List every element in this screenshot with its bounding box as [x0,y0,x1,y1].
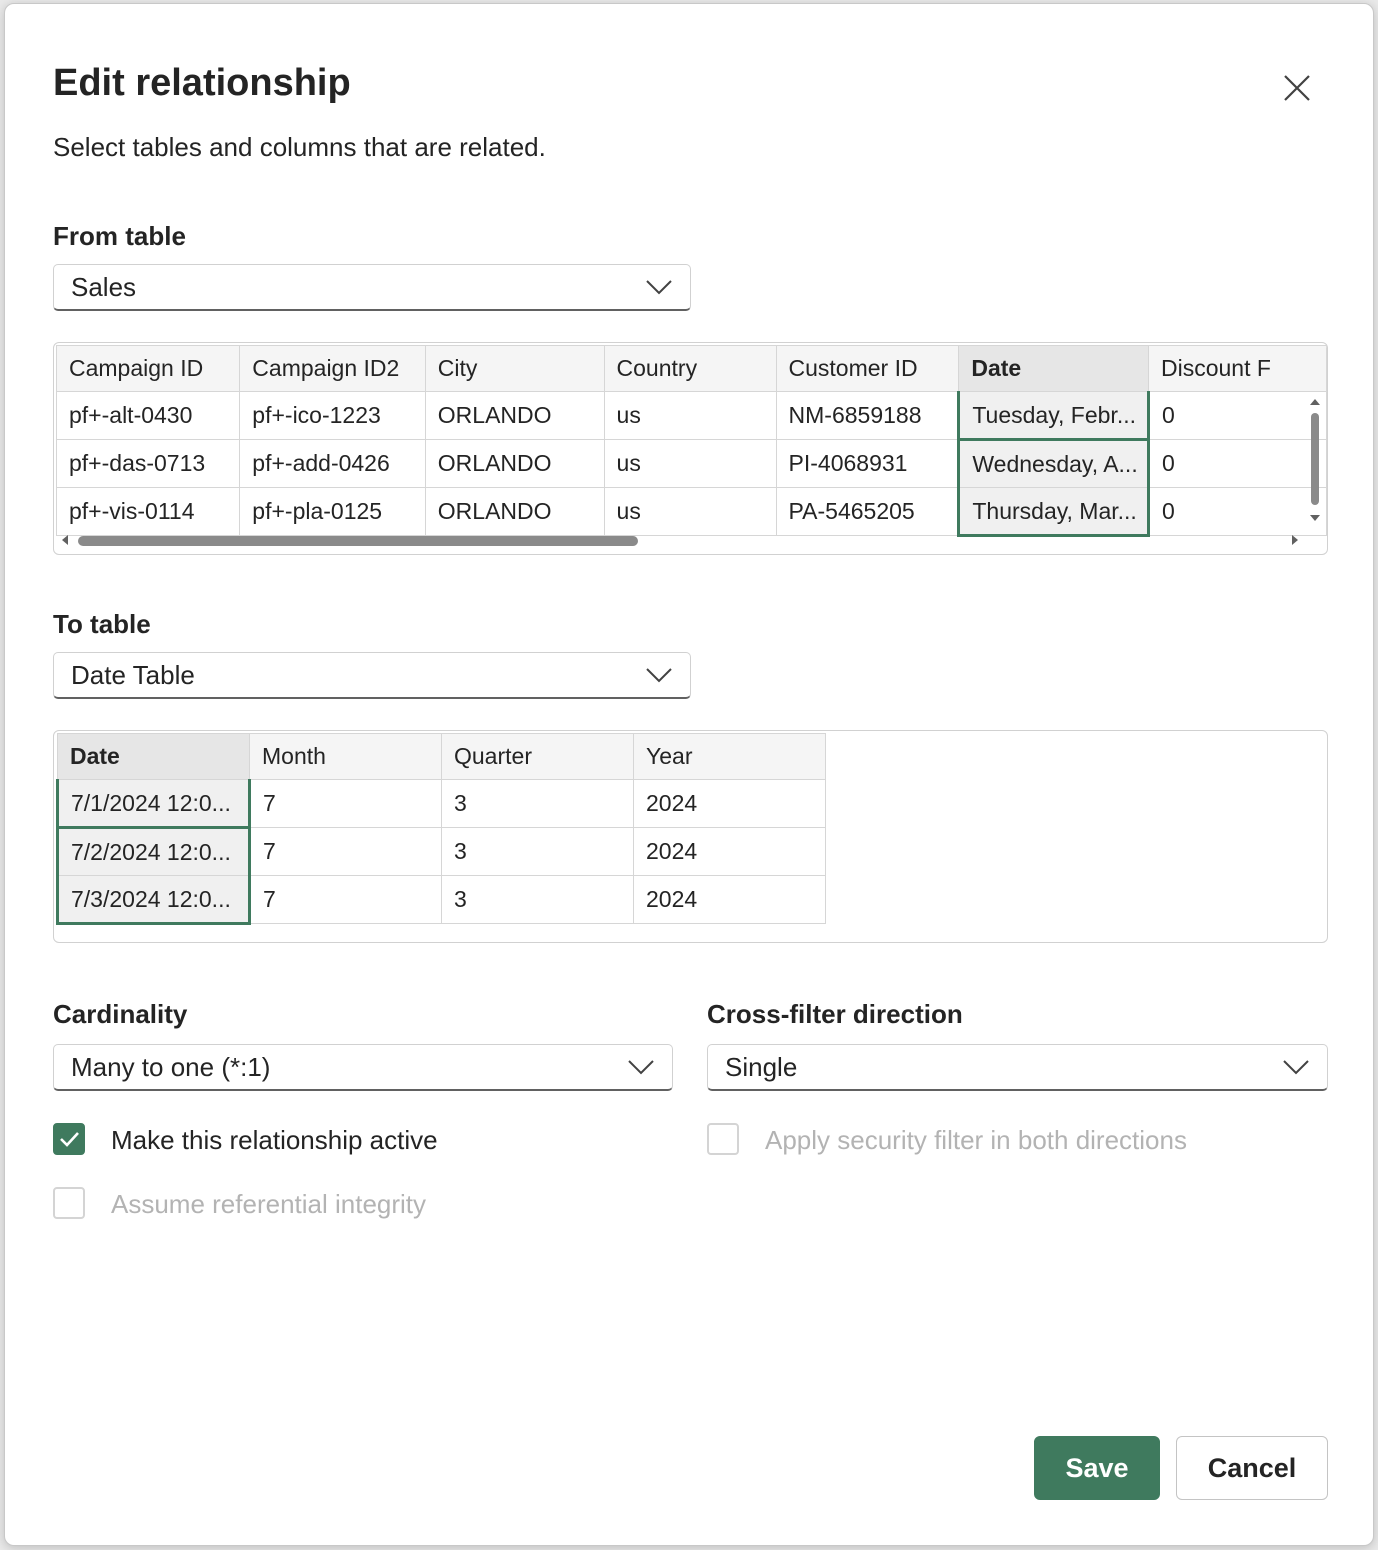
table-cell[interactable]: us [604,392,776,440]
column-header[interactable]: Quarter [442,734,634,780]
from-table-dropdown[interactable] [53,264,691,311]
table-cell[interactable]: pf+-ico-1223 [240,392,426,440]
horizontal-scroll-thumb[interactable] [78,536,638,546]
table-cell[interactable]: pf+-vis-0114 [57,488,240,536]
to-table-preview [53,730,1328,943]
table-cell[interactable]: 7/2/2024 12:0... [58,828,250,876]
cross-filter-dropdown[interactable] [707,1044,1328,1091]
chevron-down-icon [646,667,672,683]
table-cell[interactable]: pf+-das-0713 [57,440,240,488]
table-cell[interactable]: pf+-alt-0430 [57,392,240,440]
cross-filter-label: Cross-filter direction [707,999,963,1029]
table-cell[interactable]: 2024 [634,780,826,828]
table-cell[interactable]: 7 [250,780,442,828]
table-cell[interactable]: 3 [442,876,634,924]
close-button[interactable] [1277,68,1317,108]
to-table-grid [56,733,826,925]
table-row [58,780,826,828]
to-table-dropdown[interactable] [53,652,691,699]
horizontal-scrollbar[interactable] [56,531,1326,549]
table-cell[interactable]: Wednesday, A... [959,440,1149,488]
chevron-down-icon [628,1059,654,1075]
checkmark-icon [55,1125,83,1153]
column-header[interactable]: Campaign ID2 [240,346,426,392]
column-header[interactable]: Year [634,734,826,780]
make-active-label: Make this relationship active [111,1125,438,1155]
cross-filter-value: Single [725,1052,798,1082]
scroll-up-icon[interactable] [1306,395,1324,409]
table-cell[interactable]: Tuesday, Febr... [959,392,1149,440]
table-cell[interactable]: 0 [1148,440,1326,488]
header-row [57,346,1327,392]
table-cell[interactable]: us [604,488,776,536]
table-cell[interactable]: 7/1/2024 12:0... [58,780,250,828]
table-cell[interactable]: Thursday, Mar... [959,488,1149,536]
table-cell[interactable]: pf+-add-0426 [240,440,426,488]
cancel-button[interactable]: Cancel [1176,1436,1328,1500]
table-cell[interactable]: 2024 [634,876,826,924]
table-cell[interactable]: 0 [1148,392,1326,440]
from-table-grid [56,345,1327,537]
table-cell[interactable]: ORLANDO [425,392,604,440]
scroll-left-icon[interactable] [58,531,72,549]
table-cell[interactable]: 7/3/2024 12:0... [58,876,250,924]
close-icon [1283,74,1311,102]
table-cell[interactable]: 7 [250,828,442,876]
column-header[interactable]: Campaign ID [57,346,240,392]
vertical-scroll-thumb[interactable] [1311,413,1319,505]
cardinality-label: Cardinality [53,999,188,1029]
table-cell[interactable]: 3 [442,780,634,828]
to-table-label: To table [53,609,151,639]
cardinality-dropdown[interactable] [53,1044,673,1091]
column-header[interactable]: Customer ID [776,346,959,392]
table-row [57,440,1327,488]
make-active-checkbox[interactable] [53,1123,85,1155]
column-header[interactable]: Date [959,346,1149,392]
from-table-label: From table [53,221,186,251]
table-cell[interactable]: 2024 [634,828,826,876]
table-cell[interactable]: ORLANDO [425,440,604,488]
table-row [57,392,1327,440]
from-table-preview [53,342,1328,555]
table-row [57,488,1327,536]
column-header[interactable]: Date [58,734,250,780]
header-row [58,734,826,780]
security-filter-checkbox[interactable] [707,1123,739,1155]
table-cell[interactable]: ORLANDO [425,488,604,536]
scroll-right-icon[interactable] [1288,531,1302,549]
column-header[interactable]: Month [250,734,442,780]
table-cell[interactable]: 7 [250,876,442,924]
table-cell[interactable]: 3 [442,828,634,876]
column-header[interactable]: City [425,346,604,392]
edit-relationship-dialog [4,3,1374,1546]
chevron-down-icon [1283,1059,1309,1075]
vertical-scrollbar[interactable] [1306,391,1324,527]
from-table-value: Sales [71,272,137,302]
table-cell[interactable]: pf+-pla-0125 [240,488,426,536]
cardinality-value: Many to one (*:1) [71,1052,271,1082]
security-filter-label: Apply security filter in both directions [765,1125,1187,1155]
table-cell[interactable]: NM-6859188 [776,392,959,440]
chevron-down-icon [646,279,672,295]
scroll-down-icon[interactable] [1306,511,1324,525]
to-table-value: Date Table [71,660,195,690]
table-cell[interactable]: PI-4068931 [776,440,959,488]
referential-integrity-label: Assume referential integrity [111,1189,427,1219]
table-cell[interactable]: PA-5465205 [776,488,959,536]
column-header[interactable]: Discount F [1148,346,1326,392]
table-cell[interactable]: us [604,440,776,488]
dialog-subtitle: Select tables and columns that are related. [53,132,546,162]
table-cell[interactable]: 0 [1148,488,1326,536]
dialog-title: Edit relationship [53,62,351,104]
column-header[interactable]: Country [604,346,776,392]
referential-integrity-checkbox[interactable] [53,1187,85,1219]
save-button[interactable]: Save [1034,1436,1160,1500]
table-row [58,876,826,924]
table-row [58,828,826,876]
